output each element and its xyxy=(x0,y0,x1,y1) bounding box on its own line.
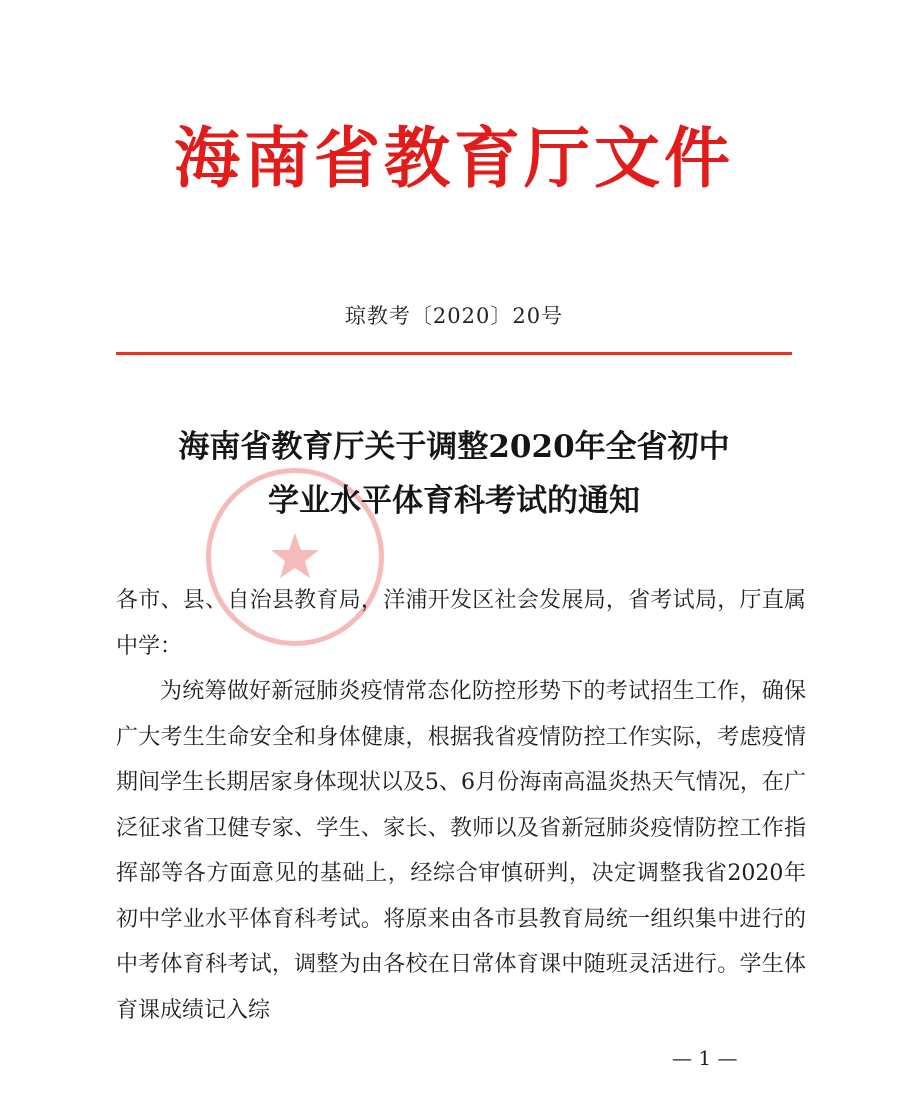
page-number: — 1 — xyxy=(672,1046,738,1070)
masthead-title: 海南省教育厅文件 xyxy=(174,119,734,197)
notice-title-line2: 学业水平体育科考试的通知 xyxy=(268,483,640,519)
red-divider-line xyxy=(116,352,792,355)
document-number: 琼教考〔2020〕20号 xyxy=(344,304,564,328)
addressee-line: 各市、县、自治县教育局，洋浦开发区社会发展局，省考试局，厅直属中学： xyxy=(116,588,806,659)
document-body xyxy=(116,578,806,1033)
notice-title-line1: 海南省教育厅关于调整2020年全省初中 xyxy=(178,429,730,465)
body-paragraph: 为统筹做好新冠肺炎疫情常态化防控形势下的考试招生工作，确保广大考生生命安全和身体健康，根据我省疫情防控工作实际，考虑疫情期间学生长期居家身体现状以及5、6月份海南高温炎热天气情况，在广泛征求省卫健专家、学生、家长、教师以及省新冠肺炎疫情防控工作指挥部等各方面意见的基础上，经综合审慎研判，决定调整我省2020年初中学业水平体育科考试。将原来由各市县教育局统一组织集中进行的中考体育科考试，调整为由各校在日常体育课中随班灵活进行。学生体育课成绩记入综 xyxy=(116,679,806,1023)
notice-title xyxy=(0,420,908,528)
